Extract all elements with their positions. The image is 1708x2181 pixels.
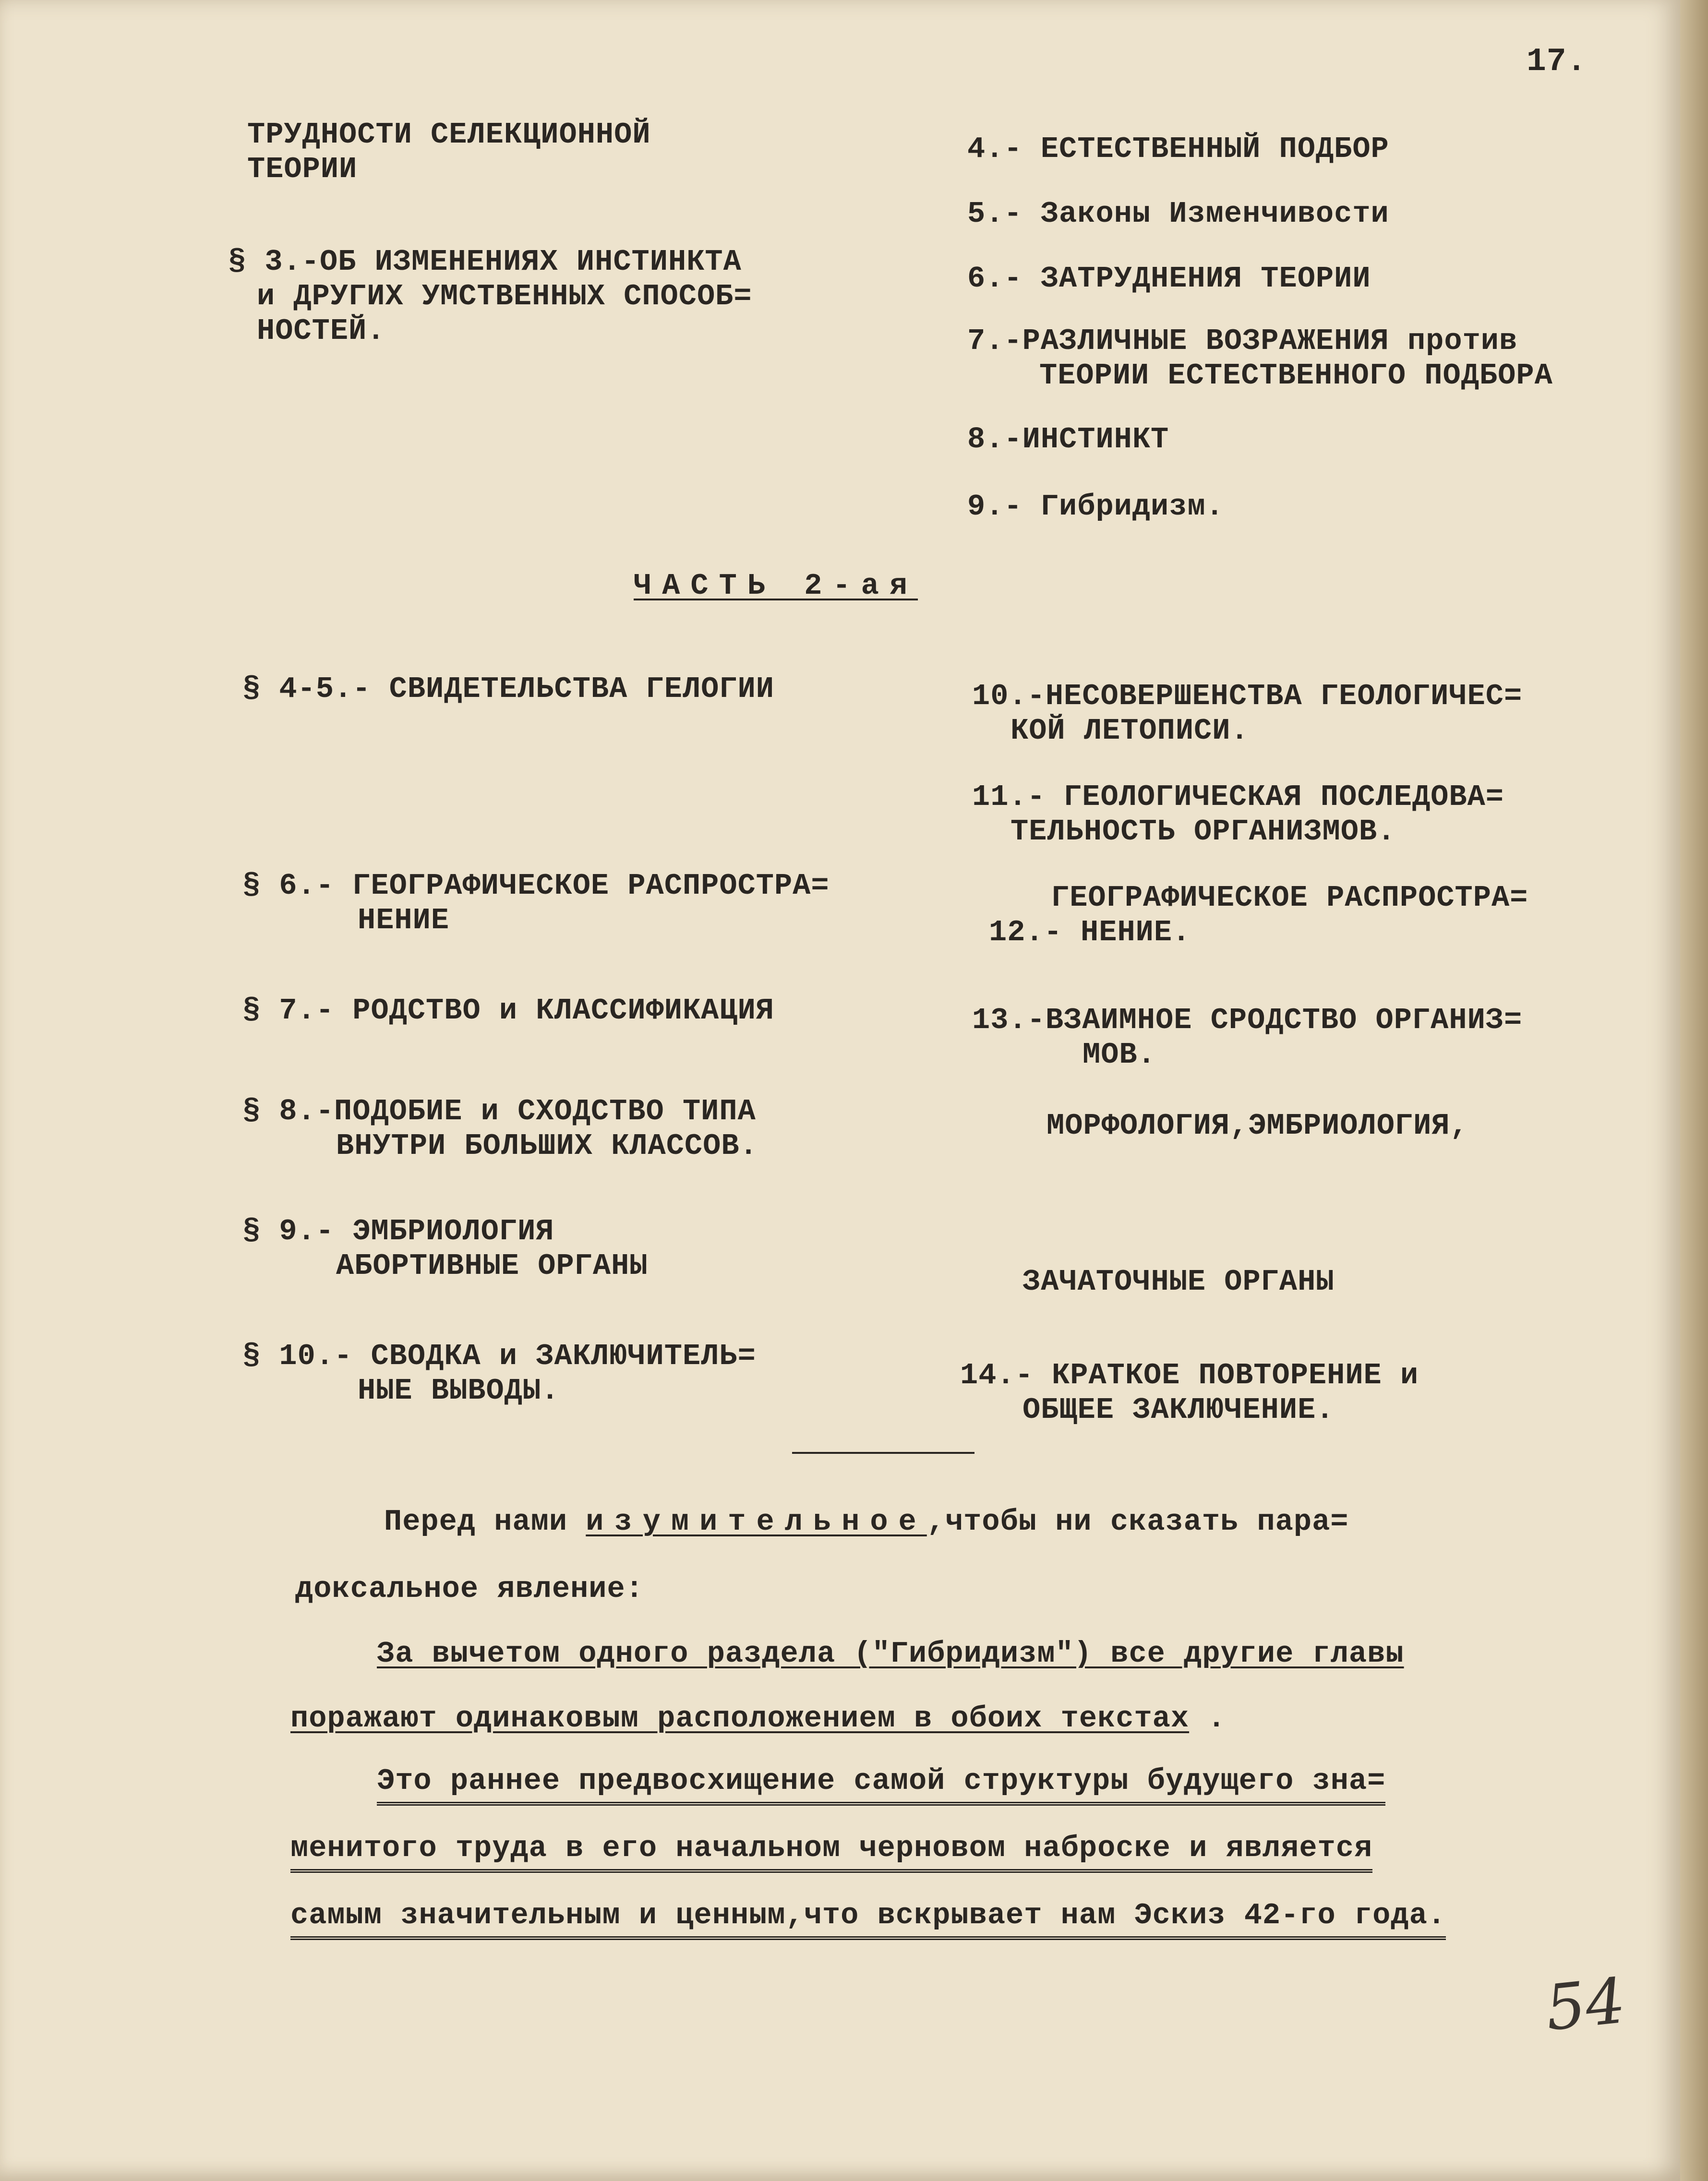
chapter-line: 12.- НЕНИЕ. <box>989 915 1191 949</box>
paragraph-2-line-1: За вычетом одного раздела ("Гибридизм") все другие главы <box>377 1637 1404 1671</box>
part-2-heading: ЧАСТЬ 2-ая <box>634 569 918 603</box>
rudimentary-organs: ЗАЧАТОЧНЫЕ ОРГАНЫ <box>1022 1265 1335 1299</box>
chapter-12 <box>970 881 1528 950</box>
text-run: . <box>1207 1702 1226 1736</box>
chapter-5: 5.- Законы Изменчивости <box>967 197 1389 231</box>
heading-line: ТЕОРИИ <box>247 152 358 186</box>
section-line: § 6.- ГЕОГРАФИЧЕСКОЕ РАСПРОСТРА= <box>242 869 830 903</box>
text-run: Перед нами <box>384 1505 586 1539</box>
paragraph-1-line-2: доксальное явление: <box>295 1572 644 1606</box>
chapter-line: ТЕЛЬНОСТЬ ОРГАНИЗМОВ. <box>1010 815 1396 849</box>
chapter-line: ОБЩЕЕ ЗАКЛЮЧЕНИЕ. <box>1022 1393 1335 1427</box>
chapter-line: 14.- КРАТКОЕ ПОВТОРЕНИЕ и <box>960 1358 1419 1392</box>
text-run: поражают одинаковым расположением в обоих текстах <box>290 1702 1190 1736</box>
section-line: § 10.- СВОДКА и ЗАКЛЮЧИТЕЛЬ= <box>242 1339 756 1373</box>
section-line: § 9.- ЭМБРИОЛОГИЯ <box>242 1214 554 1248</box>
page-number: 17. <box>1527 43 1587 80</box>
chapter-line: КОЙ ЛЕТОПИСИ. <box>1010 714 1249 748</box>
chapter-line: ГЕОГРАФИЧЕСКОЕ РАСПРОСТРА= <box>1051 881 1528 915</box>
paragraph-1-line-1 <box>384 1505 1349 1539</box>
section-line: ВНУТРИ БОЛЬШИХ КЛАССОВ. <box>336 1129 758 1163</box>
chapter-13 <box>972 1003 1522 1072</box>
section-line: НЫЕ ВЫВОДЫ. <box>358 1374 560 1408</box>
section-6 <box>242 869 830 938</box>
section-4-5: § 4-5.- СВИДЕТЕЛЬСТВА ГЕЛОГИИ <box>242 672 774 706</box>
section-line: НЕНИЕ <box>358 903 450 937</box>
chapter-13-subtopics: МОРФОЛОГИЯ,ЭМБРИОЛОГИЯ, <box>1046 1109 1468 1143</box>
chapter-line: МОВ. <box>1083 1038 1156 1072</box>
paragraph-3-line-3: самым значительным и ценным,что вскрывает нам Эскиз 42-го года. <box>290 1898 1446 1940</box>
chapter-4: 4.- ЕСТЕСТВЕННЫЙ ПОДБОР <box>967 132 1389 166</box>
paragraph-2-line-2 <box>290 1702 1226 1736</box>
paragraph-3-line-2: менитого труда в его начальном черновом наброске и является <box>290 1831 1372 1873</box>
section-line: НОСТЕЙ. <box>257 314 385 348</box>
chapter-9: 9.- Гибридизм. <box>967 490 1224 524</box>
section-10 <box>242 1339 756 1408</box>
chapter-11 <box>972 780 1504 849</box>
section-7: § 7.- РОДСТВО и КЛАССИФИКАЦИЯ <box>242 994 774 1028</box>
chapter-10 <box>972 679 1522 748</box>
page-edge <box>1680 0 1708 2181</box>
section-line: и ДРУГИХ УМСТВЕННЫХ СПОСОБ= <box>257 279 752 313</box>
chapter-line: 10.-НЕСОВЕРШЕНСТВА ГЕОЛОГИЧЕС= <box>972 679 1523 713</box>
section-line: § 3.-ОБ ИЗМЕНЕНИЯХ ИНСТИНКТА <box>228 245 742 279</box>
chapter-14 <box>960 1358 1419 1427</box>
chapter-line: ТЕОРИИ ЕСТЕСТВЕННОГО ПОДБОРА <box>1039 359 1553 393</box>
difficulties-heading <box>247 118 651 187</box>
section-8 <box>242 1094 758 1163</box>
divider-rule <box>792 1452 974 1454</box>
heading-line: ТРУДНОСТИ СЕЛЕКЦИОННОЙ <box>247 118 651 152</box>
section-line: § 8.-ПОДОБИЕ и СХОДСТВО ТИПА <box>242 1094 756 1128</box>
emphasized-word: изумительное <box>586 1505 927 1539</box>
chapter-7 <box>967 324 1553 393</box>
section-3 <box>228 245 752 348</box>
chapter-8: 8.-ИНСТИНКТ <box>967 422 1169 456</box>
chapter-6: 6.- ЗАТРУДНЕНИЯ ТЕОРИИ <box>967 262 1371 296</box>
chapter-line: 13.-ВЗАИМНОЕ СРОДСТВО ОРГАНИЗ= <box>972 1003 1523 1037</box>
chapter-line: 7.-РАЗЛИЧНЫЕ ВОЗРАЖЕНИЯ против <box>967 324 1518 358</box>
paragraph-3-line-1: Это раннее предвосхищение самой структуры будущего зна= <box>377 1764 1385 1806</box>
text-run: ,чтобы ни сказать пара= <box>926 1505 1349 1539</box>
archive-number: 54 <box>1542 1964 1629 2045</box>
chapter-line: 11.- ГЕОЛОГИЧЕСКАЯ ПОСЛЕДОВА= <box>972 780 1504 814</box>
section-line: АБОРТИВНЫЕ ОРГАНЫ <box>336 1249 648 1283</box>
section-9 <box>242 1214 648 1283</box>
